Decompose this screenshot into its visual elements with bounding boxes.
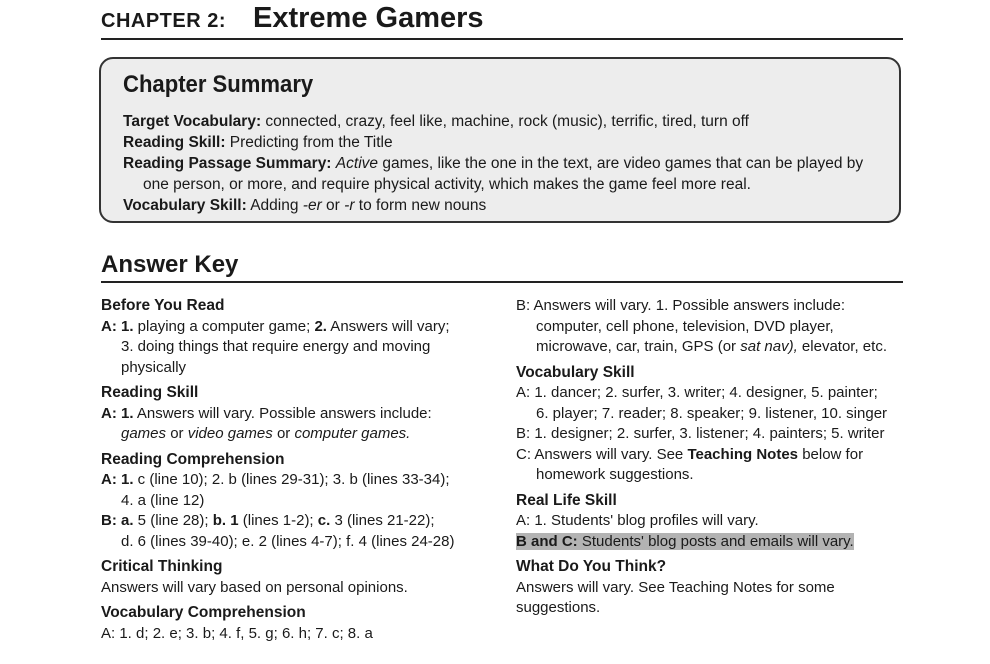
b-block-line-3	[516, 337, 906, 358]
vocab-skill-a-line-1: A: 1. dancer; 2. surfer, 3. writer; 4. designer, 5. painter;	[516, 384, 878, 401]
summary-lines	[123, 111, 893, 216]
answer-text: microwave, car, train, GPS (or	[536, 338, 741, 355]
item-a: a.	[121, 512, 134, 529]
chapter-label: CHAPTER 2:	[101, 10, 227, 32]
answer-text: c (line 10); 2. b (lines 29-31); 3. b (lines 33-34);	[133, 471, 450, 488]
answer-key-title: Answer Key	[101, 251, 239, 278]
vocab-suffix-er: -er	[302, 197, 322, 214]
answer-key-header	[101, 249, 903, 283]
real-life-skill-heading: Real Life Skill	[516, 491, 617, 509]
vocab-skill-or: or	[321, 197, 345, 214]
highlighted-text	[516, 533, 854, 550]
reading-skill-heading: Reading Skill	[101, 384, 199, 401]
vocabulary-comprehension-text: A: 1. d; 2. e; 3. b; 4. f, 5. g; 6. h; 7. c; 8. a	[101, 624, 373, 642]
vocab-skill-a-line-2: 6. player; 7. reader; 8. speaker; 9. listener, 10. singer	[536, 404, 888, 422]
vocab-skill-text-a: Adding	[246, 197, 303, 214]
num-2: 2.	[314, 317, 327, 335]
before-you-read-line-1	[101, 317, 491, 338]
label-a: A:	[101, 471, 117, 488]
label-b-and-c: B and C:	[516, 532, 578, 550]
critical-thinking-text: Answers will vary based on personal opinions.	[101, 578, 408, 596]
reading-comp-a-line-2: 4. a (line 12)	[121, 491, 205, 509]
vocabulary-skill-line	[123, 195, 893, 216]
what-do-you-think-line-2: suggestions.	[516, 599, 601, 616]
vocab-skill-c-line-2: homework suggestions.	[536, 466, 694, 483]
answer-text: Answers will vary;	[326, 317, 450, 335]
italic-video-games: video games	[187, 425, 273, 442]
what-do-you-think-line-1: Answers will vary. See Teaching Notes for some	[516, 578, 835, 596]
chapter-header	[101, 2, 903, 40]
answer-text: playing a computer game;	[133, 317, 315, 335]
reading-skill-label: Reading Skill:	[123, 134, 226, 151]
answer-text: Answers will vary. Possible answers include:	[133, 404, 432, 422]
reading-comp-b-line-2: d. 6 (lines 39-40); e. 2 (lines 4-7); f. 4 (lines 24-28)	[121, 532, 455, 550]
answer-text: 5 (line 28);	[133, 512, 213, 529]
b-block-line-1: B: Answers will vary. 1. Possible answers include:	[516, 297, 846, 314]
num-1: 1.	[121, 317, 134, 335]
answer-text: 3 (lines 21-22);	[330, 512, 435, 529]
teaching-notes-bold: Teaching Notes	[687, 445, 799, 463]
vocabulary-skill-label: Vocabulary Skill:	[123, 197, 247, 214]
real-life-bc-line	[516, 532, 906, 553]
target-vocabulary-label: Target Vocabulary:	[123, 113, 262, 130]
chapter-summary-box	[99, 57, 901, 223]
passage-text-1: games, like the one in the text, are video games that can be played by	[378, 155, 864, 172]
label-a: A:	[101, 404, 117, 422]
before-you-read-line-3: physically	[121, 358, 187, 376]
reading-skill-line-1	[101, 404, 491, 425]
reading-skill-line-2	[101, 424, 491, 445]
passage-summary-line	[123, 153, 893, 174]
passage-italic: Active	[335, 155, 379, 172]
vocab-suffix-r: -r	[344, 197, 355, 214]
reading-skill-text: Predicting from the Title	[225, 134, 393, 151]
target-vocabulary-line	[123, 111, 893, 132]
num-1: 1.	[121, 404, 134, 422]
answer-key-right-column	[516, 296, 906, 619]
summary-title: Chapter Summary	[123, 71, 314, 98]
label-a: A:	[101, 317, 117, 335]
item-c: c.	[317, 512, 331, 529]
reading-comp-b-line-1	[101, 511, 491, 532]
italic-games: games	[121, 425, 167, 442]
italic-sat-nav: sat nav),	[740, 338, 798, 355]
answer-text: elevator, etc.	[797, 338, 887, 355]
reading-skill-line	[123, 132, 893, 153]
italic-computer-games: computer games.	[294, 425, 411, 442]
before-you-read-line-2: 3. doing things that require energy and moving	[121, 338, 431, 355]
answer-text: (lines 1-2);	[238, 512, 318, 529]
reading-comprehension-heading: Reading Comprehension	[101, 450, 285, 468]
or-text: or	[272, 425, 295, 442]
or-text: or	[166, 425, 188, 442]
what-do-you-think-heading: What Do You Think?	[516, 558, 667, 575]
vocabulary-skill-heading: Vocabulary Skill	[516, 363, 635, 381]
vocab-skill-b-line-1: B: 1. designer; 2. surfer, 3. listener; 4. painters; 5. writer	[516, 425, 885, 442]
num-1: 1.	[121, 471, 134, 488]
target-vocabulary-text: connected, crazy, feel like, machine, rock (music), terrific, tired, turn off	[261, 113, 749, 130]
label-b: B:	[101, 512, 117, 529]
reading-comp-a-line-1	[101, 470, 491, 491]
answer-text: below for	[798, 445, 864, 463]
before-you-read-heading: Before You Read	[101, 297, 225, 314]
vocab-skill-c-line-1	[516, 445, 906, 466]
passage-summary-label: Reading Passage Summary:	[123, 155, 332, 172]
b-block-line-2: computer, cell phone, television, DVD player,	[536, 317, 834, 335]
item-b: b. 1	[212, 512, 239, 529]
answer-text: Students' blog posts and emails will vary.	[577, 532, 854, 550]
vocab-skill-text-b: to form new nouns	[354, 197, 487, 214]
vocabulary-comprehension-heading: Vocabulary Comprehension	[101, 604, 306, 621]
answer-key-left-column	[101, 296, 491, 644]
critical-thinking-heading: Critical Thinking	[101, 558, 223, 575]
passage-summary-line-2: one person, or more, and require physical activity, which makes the game feel more real.	[143, 176, 751, 193]
real-life-a-line: A: 1. Students' blog profiles will vary.	[516, 512, 759, 529]
chapter-title: Extreme Gamers	[253, 2, 484, 34]
answer-text: C: Answers will vary. See	[516, 445, 688, 463]
